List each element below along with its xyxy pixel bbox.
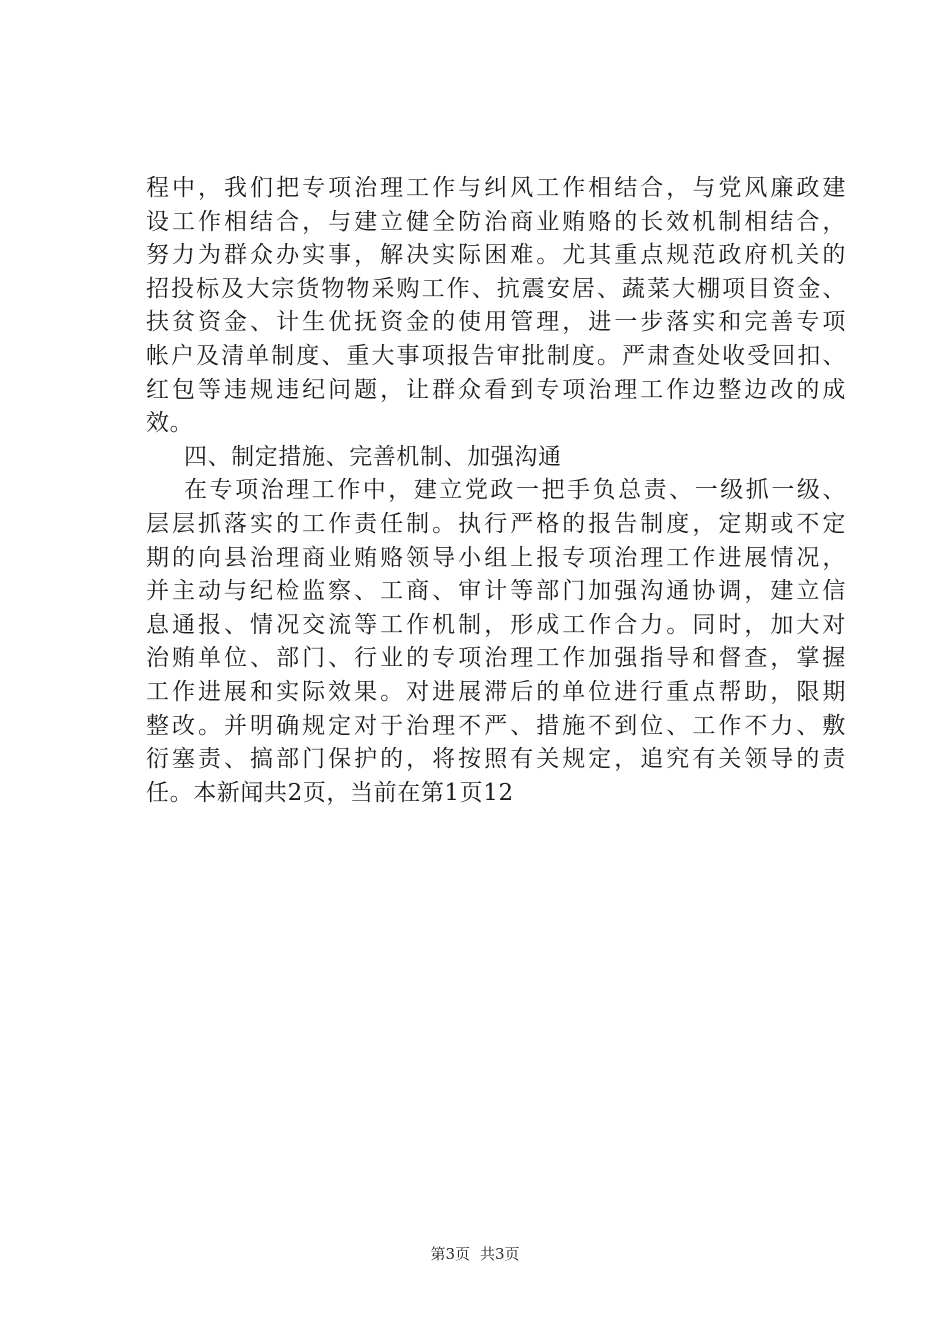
body-line: 程中，我们把专项治理工作与纠风工作相结合，与党风廉政建 bbox=[146, 175, 846, 201]
body-line: 扶贫资金、计生优抚资金的使用管理，进一步落实和完善专项 bbox=[146, 309, 846, 336]
document-body bbox=[146, 172, 846, 810]
body-line: 设工作相结合，与建立健全防治商业贿赂的长效机制相结合， bbox=[146, 208, 846, 235]
body-line: 治贿单位、部门、行业的专项治理工作加强指导和督查，掌握 bbox=[146, 645, 846, 672]
body-line: 层层抓落实的工作责任制。执行严格的报告制度，定期或不定 bbox=[146, 510, 846, 537]
body-line: 并主动与纪检监察、工商、审计等部门加强沟通协调，建立信 bbox=[146, 578, 846, 605]
page-total: 共3页 bbox=[480, 1245, 520, 1263]
body-line: 任。本新闻共2页，当前在第1页12 bbox=[146, 779, 514, 806]
body-line: 整改。并明确规定对于治理不严、措施不到位、工作不力、敷 bbox=[146, 712, 846, 739]
body-line: 息通报、情况交流等工作机制，形成工作合力。同时，加大对 bbox=[146, 611, 846, 638]
body-line: 红包等违规违纪问题，让群众看到专项治理工作边整边改的成 bbox=[146, 376, 846, 403]
body-line: 招投标及大宗货物物采购工作、抗震安居、蔬菜大棚项目资金、 bbox=[146, 275, 846, 302]
section-heading: 四、制定措施、完善机制、加强沟通 bbox=[184, 443, 562, 470]
body-line: 工作进展和实际效果。对进展滞后的单位进行重点帮助，限期 bbox=[146, 678, 846, 705]
page-number: 第3页 bbox=[430, 1245, 470, 1263]
body-line: 效。 bbox=[146, 410, 194, 437]
body-line: 帐户及清单制度、重大事项报告审批制度。严肃查处收受回扣、 bbox=[146, 342, 846, 369]
body-line: 期的向县治理商业贿赂领导小组上报专项治理工作进展情况， bbox=[146, 544, 846, 571]
page-footer bbox=[0, 1244, 950, 1264]
body-line: 努力为群众办实事，解决实际困难。尤其重点规范政府机关的 bbox=[146, 242, 846, 269]
body-line: 衍塞责、搞部门保护的，将按照有关规定，追究有关领导的责 bbox=[146, 746, 846, 773]
body-line: 在专项治理工作中，建立党政一把手负总责、一级抓一级、 bbox=[184, 477, 846, 504]
